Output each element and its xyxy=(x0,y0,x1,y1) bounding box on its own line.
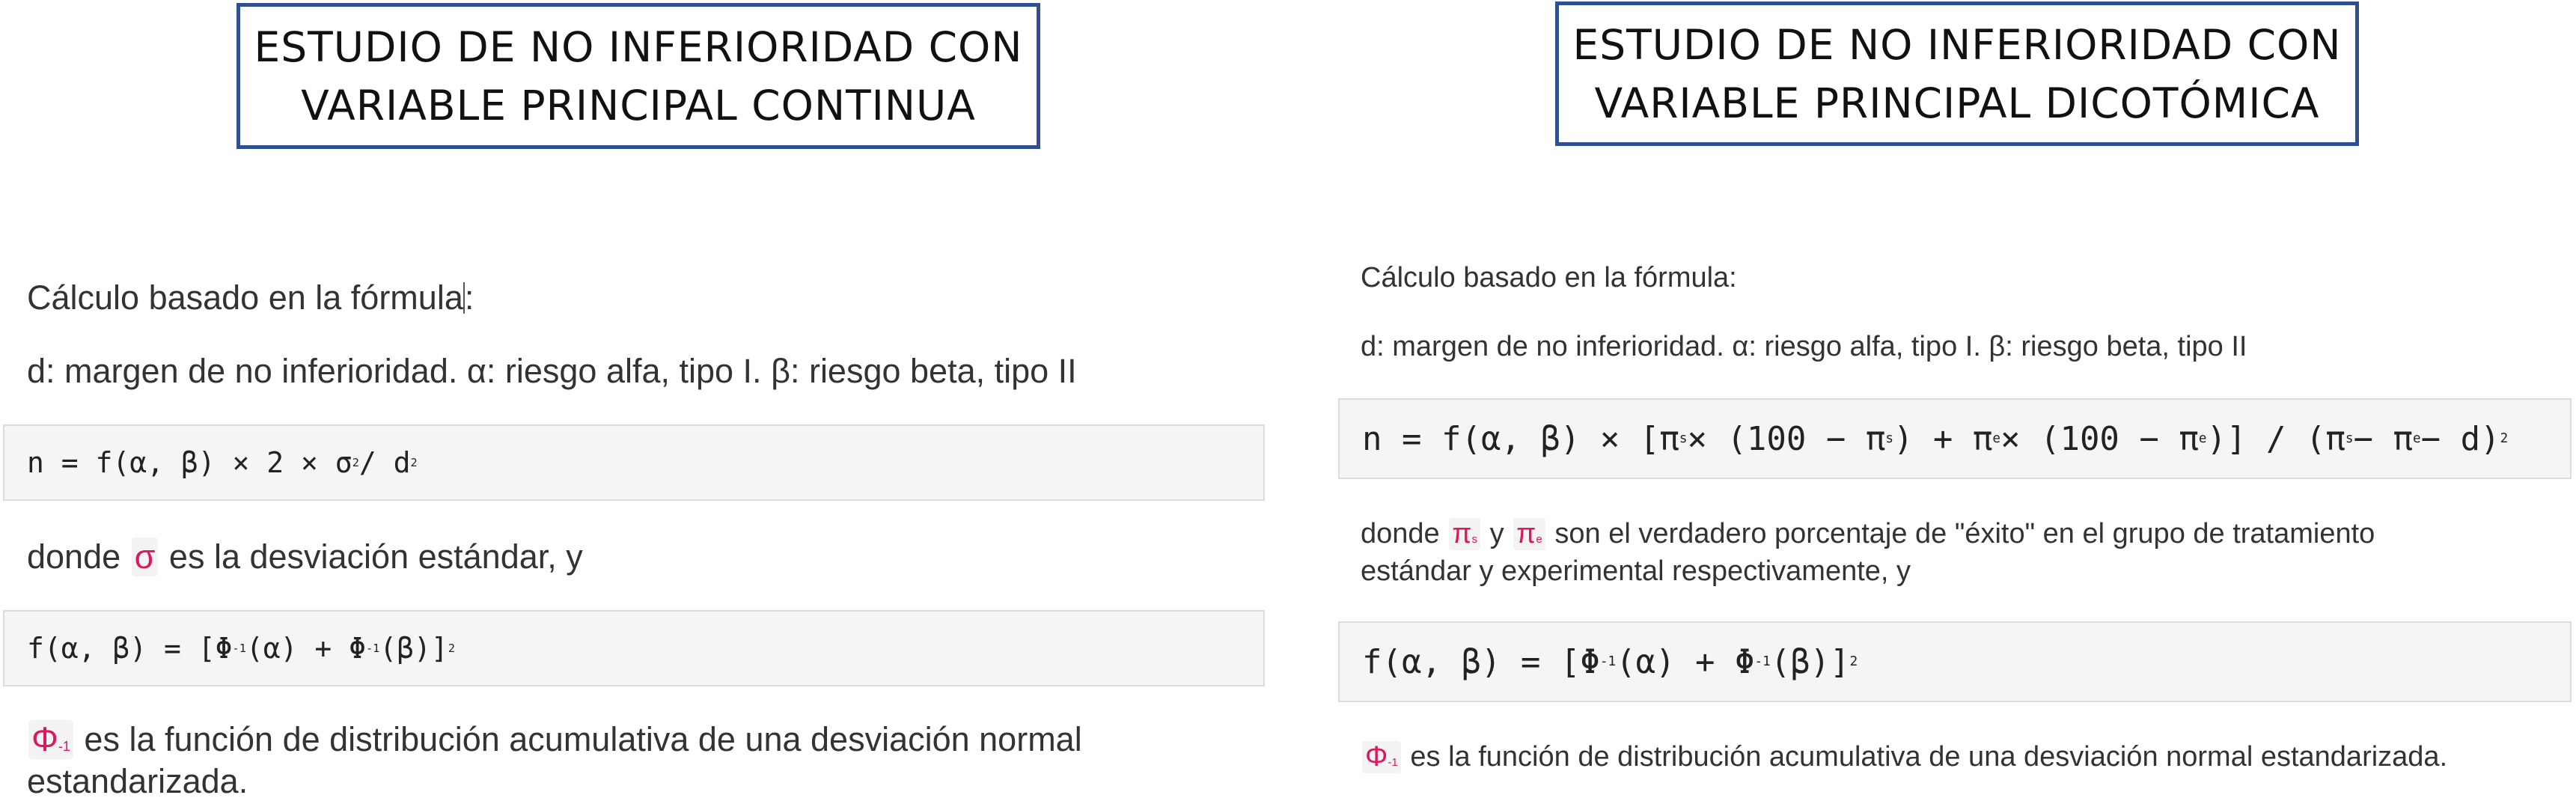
right-phi-sentence xyxy=(1361,741,2447,773)
right-margin-definition: d: margen de no inferioridad. α: riesgo alfa, tipo I. β: riesgo beta, tipo II xyxy=(1361,331,2247,362)
left-calc-intro-text: Cálculo basado en la fórmula xyxy=(27,278,463,317)
left-title-line1: ESTUDIO DE NO INFERIORIDAD CON xyxy=(254,22,1023,71)
left-phi-sentence-line2: estandarizada. xyxy=(27,762,248,800)
right-formula2-p3: (β)] xyxy=(1770,642,1850,681)
pi-s-char: π xyxy=(1452,518,1472,549)
right-formula2-s2: -1 xyxy=(1754,654,1771,669)
left-formula2-p2: (α) + Φ xyxy=(245,632,366,665)
left-phi-line1-text: es la función de distribución acumulativa de una desviación normal xyxy=(74,720,1082,758)
pi-s-sub: s xyxy=(1471,533,1478,546)
right-phi-char: Φ xyxy=(1365,741,1388,773)
left-formula2-s3: 2 xyxy=(448,642,455,655)
right-formula2-p2: (α) + Φ xyxy=(1616,642,1755,681)
left-formula2-s2: -1 xyxy=(366,642,380,655)
left-sigma-prefix: donde xyxy=(27,537,130,576)
left-phi-sup: -1 xyxy=(58,739,70,754)
right-formula1-p2: × (100 − π xyxy=(1687,419,1886,458)
right-formula1-s4: e xyxy=(2198,431,2207,446)
right-formula1-s3: e xyxy=(1992,431,2000,446)
right-phi-sup: -1 xyxy=(1388,756,1398,769)
left-formula1-lhs: n = f(α, β) × 2 × σ xyxy=(27,446,352,479)
pi-s-symbol xyxy=(1449,518,1480,550)
left-calc-intro xyxy=(27,278,474,317)
left-formula1-sup-a: 2 xyxy=(352,456,359,469)
left-formula1-sup-b: 2 xyxy=(410,456,418,469)
right-formula-f-alpha-beta xyxy=(1338,621,2572,702)
left-title-line2: VARIABLE PRINCIPAL CONTINUA xyxy=(301,81,976,130)
right-pi-prefix: donde xyxy=(1361,518,1448,549)
right-formula1-p7: − d) xyxy=(2420,419,2500,458)
sigma-symbol: σ xyxy=(132,537,159,576)
right-pi-sentence-line1 xyxy=(1361,518,2375,550)
right-formula1-p1: n = f(α, β) × [π xyxy=(1362,419,1679,458)
right-formula1-s2: s xyxy=(1885,431,1893,446)
phi-symbol xyxy=(28,720,73,759)
right-formula2-p1: f(α, β) = [Φ xyxy=(1362,642,1600,681)
left-calc-intro-colon: : xyxy=(464,278,474,317)
left-sigma-sentence xyxy=(27,537,583,576)
left-title xyxy=(254,18,1023,135)
right-formula2-s1: -1 xyxy=(1599,654,1617,669)
right-title xyxy=(1573,16,2342,133)
left-phi-sentence-line1 xyxy=(27,720,1082,759)
left-formula2-p1: f(α, β) = [Φ xyxy=(27,632,233,665)
right-formula1-s5: s xyxy=(2345,431,2354,446)
pi-e-char: π xyxy=(1516,518,1536,549)
left-formula2-s1: -1 xyxy=(232,642,246,655)
right-formula1-s7: 2 xyxy=(2500,431,2509,446)
right-title-line1: ESTUDIO DE NO INFERIORIDAD CON xyxy=(1572,20,2342,69)
right-formula-sample-size xyxy=(1338,398,2572,479)
right-calc-intro: Cálculo basado en la fórmula: xyxy=(1361,262,1737,293)
left-title-box xyxy=(236,3,1040,149)
right-formula2-s3: 2 xyxy=(1849,654,1858,669)
left-formula1-mid: / d xyxy=(358,446,411,479)
left-sigma-suffix: es la desviación estándar, y xyxy=(159,537,583,576)
right-pi-mid: y xyxy=(1482,518,1513,549)
pi-e-symbol xyxy=(1513,518,1545,550)
right-formula1-s6: e xyxy=(2413,431,2421,446)
left-margin-definition: d: margen de no inferioridad. α: riesgo alfa, tipo I. β: riesgo beta, tipo II xyxy=(27,352,1077,390)
right-formula1-p6: − π xyxy=(2353,419,2413,458)
right-phi-line1-text: es la función de distribución acumulativa de una desviación normal estandarizada. xyxy=(1402,741,2448,773)
left-formula-sample-size xyxy=(3,424,1265,501)
phi-symbol-right xyxy=(1362,741,1401,773)
pi-e-sub: e xyxy=(1536,533,1542,546)
right-formula1-p5: )] / (π xyxy=(2206,419,2345,458)
right-formula1-s1: s xyxy=(1679,431,1688,446)
right-formula1-p3: ) + π xyxy=(1893,419,1993,458)
right-title-line2: VARIABLE PRINCIPAL DICOTÓMICA xyxy=(1594,79,2320,127)
right-formula1-p4: × (100 − π xyxy=(2000,419,2199,458)
right-pi-sentence-line2: estándar y experimental respectivamente, y xyxy=(1361,555,1911,587)
right-title-box xyxy=(1555,1,2359,146)
left-formula2-p3: (β)] xyxy=(379,632,448,665)
right-pi-line1-suffix: son el verdadero porcentaje de "éxito" en el grupo de tratamiento xyxy=(1546,518,2375,549)
left-formula-f-alpha-beta xyxy=(3,610,1265,686)
left-phi-char: Φ xyxy=(31,720,58,758)
